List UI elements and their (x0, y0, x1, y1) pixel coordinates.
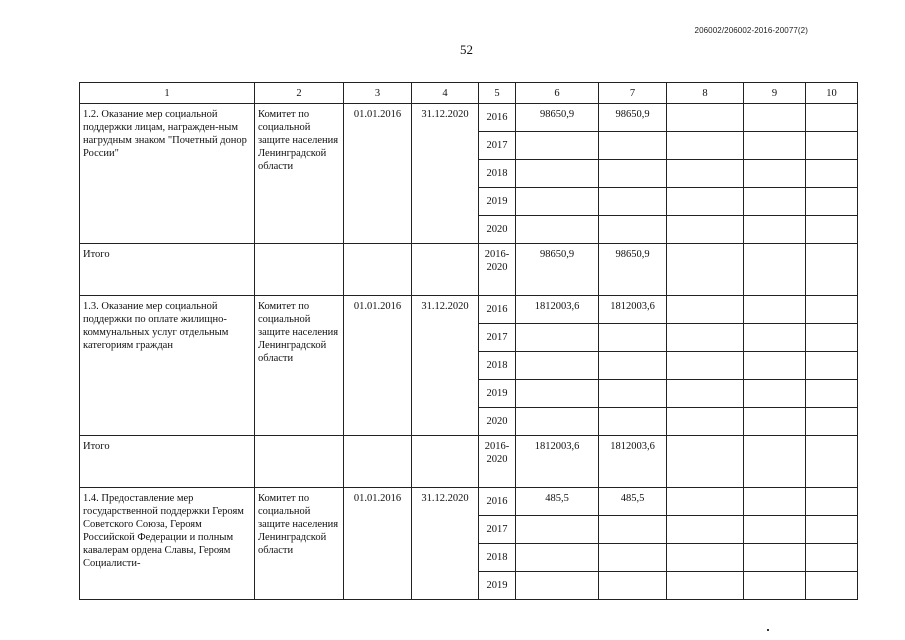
column-header: 5 (479, 83, 516, 104)
amount-col7 (599, 544, 667, 572)
amount-col10 (806, 296, 858, 324)
amount-col7: 1812003,6 (599, 296, 667, 324)
amount-col10 (806, 380, 858, 408)
amount-col9 (744, 324, 806, 352)
amount-col6 (516, 380, 599, 408)
amount-col9 (744, 132, 806, 160)
column-header: 4 (412, 83, 479, 104)
amount-col7 (599, 516, 667, 544)
amount-col6 (516, 188, 599, 216)
year-cell: 2020 (479, 216, 516, 244)
amount-col7 (599, 380, 667, 408)
empty-cell (806, 244, 858, 296)
total-label: Итого (80, 436, 255, 488)
amount-col6 (516, 408, 599, 436)
table-row (80, 488, 858, 516)
amount-col10 (806, 352, 858, 380)
start-date: 01.01.2016 (344, 296, 412, 436)
year-cell: 2019 (479, 572, 516, 600)
program-table (79, 82, 858, 600)
measure-description: 1.3. Оказание мер социальной поддержки по оплате жилищно-коммунальных услуг отдельным категориям граждан (80, 296, 255, 436)
amount-col9 (744, 188, 806, 216)
column-header: 1 (80, 83, 255, 104)
empty-cell (744, 244, 806, 296)
amount-col8 (667, 188, 744, 216)
measure-description: 1.4. Предоставление мер государственной поддержки Героям Советского Союза, Героям Российской Федерации и полным кавалерам ордена Славы, Героям Социалисти- (80, 488, 255, 600)
amount-col7 (599, 408, 667, 436)
total-period: 2016-2020 (479, 436, 516, 488)
amount-col10 (806, 544, 858, 572)
amount-col6 (516, 324, 599, 352)
year-cell: 2017 (479, 132, 516, 160)
empty-cell (412, 436, 479, 488)
start-date: 01.01.2016 (344, 104, 412, 244)
amount-col8 (667, 408, 744, 436)
column-header: 8 (667, 83, 744, 104)
responsible-organization: Комитет по социальной защите населения Ленинградской области (255, 296, 344, 436)
year-cell: 2016 (479, 488, 516, 516)
amount-col9 (744, 516, 806, 544)
empty-cell (255, 436, 344, 488)
amount-col7 (599, 216, 667, 244)
empty-cell (744, 436, 806, 488)
year-cell: 2020 (479, 408, 516, 436)
amount-col8 (667, 488, 744, 516)
total-row (80, 436, 858, 488)
amount-col6: 485,5 (516, 488, 599, 516)
amount-col9 (744, 408, 806, 436)
amount-col9 (744, 380, 806, 408)
amount-col8 (667, 572, 744, 600)
amount-col9 (744, 572, 806, 600)
amount-col10 (806, 160, 858, 188)
amount-col9 (744, 160, 806, 188)
amount-col10 (806, 188, 858, 216)
end-date: 31.12.2020 (412, 296, 479, 436)
table-row (80, 104, 858, 132)
year-cell: 2018 (479, 160, 516, 188)
amount-col7 (599, 572, 667, 600)
amount-col9 (744, 104, 806, 132)
year-cell: 2017 (479, 324, 516, 352)
amount-col7 (599, 188, 667, 216)
amount-col8 (667, 104, 744, 132)
total-col7: 98650,9 (599, 244, 667, 296)
year-cell: 2016 (479, 104, 516, 132)
amount-col10 (806, 408, 858, 436)
empty-cell (667, 244, 744, 296)
amount-col7: 485,5 (599, 488, 667, 516)
amount-col7 (599, 324, 667, 352)
page-number: 52 (460, 42, 473, 57)
amount-col10 (806, 104, 858, 132)
column-header: 2 (255, 83, 344, 104)
amount-col8 (667, 216, 744, 244)
document-code: 206002/206002-2016-20077(2) (694, 26, 808, 35)
amount-col8 (667, 296, 744, 324)
amount-col6 (516, 160, 599, 188)
empty-cell (344, 436, 412, 488)
amount-col8 (667, 132, 744, 160)
amount-col10 (806, 488, 858, 516)
amount-col9 (744, 216, 806, 244)
total-row (80, 244, 858, 296)
end-date: 31.12.2020 (412, 104, 479, 244)
year-cell: 2019 (479, 188, 516, 216)
year-cell: 2018 (479, 352, 516, 380)
amount-col10 (806, 516, 858, 544)
amount-col7 (599, 160, 667, 188)
column-header: 6 (516, 83, 599, 104)
amount-col6 (516, 216, 599, 244)
total-col6: 1812003,6 (516, 436, 599, 488)
responsible-organization: Комитет по социальной защите населения Ленинградской области (255, 104, 344, 244)
year-cell: 2016 (479, 296, 516, 324)
total-label: Итого (80, 244, 255, 296)
column-header: 10 (806, 83, 858, 104)
amount-col9 (744, 352, 806, 380)
amount-col6 (516, 132, 599, 160)
amount-col6 (516, 572, 599, 600)
empty-cell (255, 244, 344, 296)
amount-col6 (516, 516, 599, 544)
amount-col9 (744, 296, 806, 324)
amount-col6: 98650,9 (516, 104, 599, 132)
amount-col8 (667, 352, 744, 380)
start-date: 01.01.2016 (344, 488, 412, 600)
amount-col8 (667, 516, 744, 544)
amount-col10 (806, 132, 858, 160)
amount-col6 (516, 352, 599, 380)
amount-col6 (516, 544, 599, 572)
empty-cell (667, 436, 744, 488)
measure-description: 1.2. Оказание мер социальной поддержки лицам, награжден-ным нагрудным знаком "Почетный донор России" (80, 104, 255, 244)
year-cell: 2018 (479, 544, 516, 572)
column-header-row (80, 83, 858, 104)
year-cell: 2017 (479, 516, 516, 544)
amount-col10 (806, 572, 858, 600)
amount-col7: 98650,9 (599, 104, 667, 132)
amount-col8 (667, 380, 744, 408)
end-date: 31.12.2020 (412, 488, 479, 600)
responsible-organization: Комитет по социальной защите населения Ленинградской области (255, 488, 344, 600)
column-header: 7 (599, 83, 667, 104)
empty-cell (412, 244, 479, 296)
amount-col7 (599, 352, 667, 380)
column-header: 9 (744, 83, 806, 104)
amount-col6: 1812003,6 (516, 296, 599, 324)
empty-cell (806, 436, 858, 488)
amount-col9 (744, 488, 806, 516)
total-col7: 1812003,6 (599, 436, 667, 488)
amount-col8 (667, 160, 744, 188)
total-col6: 98650,9 (516, 244, 599, 296)
column-header: 3 (344, 83, 412, 104)
amount-col8 (667, 544, 744, 572)
table-row (80, 296, 858, 324)
amount-col8 (667, 324, 744, 352)
total-period: 2016-2020 (479, 244, 516, 296)
empty-cell (344, 244, 412, 296)
amount-col7 (599, 132, 667, 160)
scan-speck (767, 629, 769, 631)
amount-col9 (744, 544, 806, 572)
year-cell: 2019 (479, 380, 516, 408)
amount-col10 (806, 324, 858, 352)
amount-col10 (806, 216, 858, 244)
